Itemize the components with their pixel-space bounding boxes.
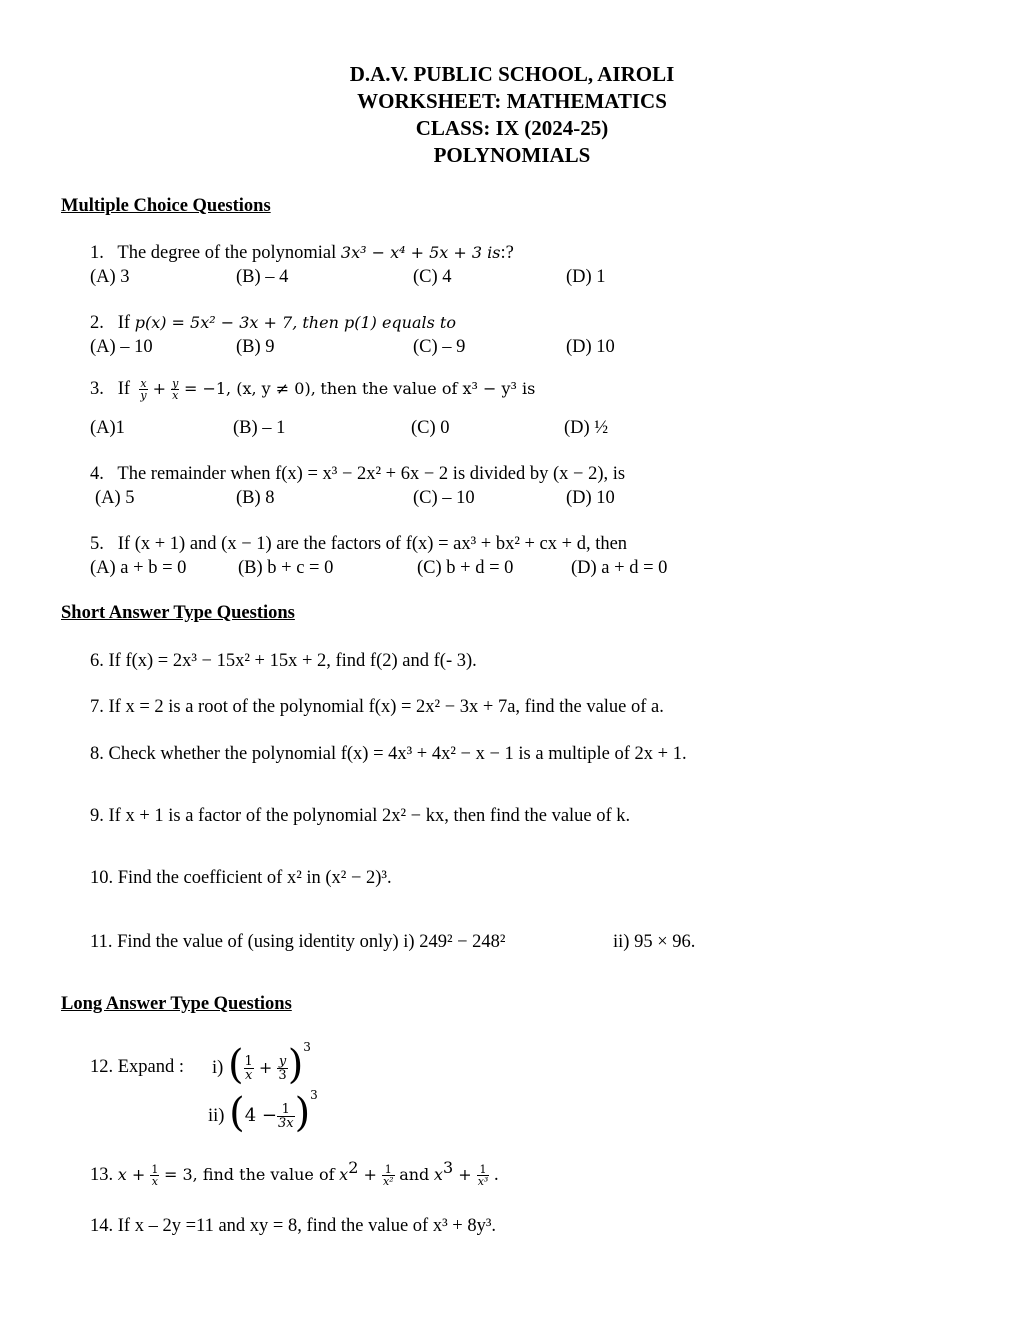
q3-option-b: (B) – 1 — [233, 418, 286, 438]
q13-end: . — [493, 1165, 499, 1186]
worksheet-title: WORKSHEET: MATHEMATICS — [357, 89, 667, 113]
q5-option-b: (B) b + c = 0 — [238, 558, 334, 578]
q5-option-c: (C) b + d = 0 — [417, 558, 514, 578]
question-14: 14. If x – 2y =11 and xy = 8, find the value of x³ + 8y³. — [90, 1216, 496, 1236]
section-short-heading: Short Answer Type Questions — [61, 603, 295, 623]
q1-tail: :? — [500, 243, 514, 263]
q3-text: If — [117, 378, 131, 399]
q1-expression: 3x³ − x⁴ + 5x + 3 is — [340, 243, 501, 262]
question-1 — [90, 243, 514, 264]
q11-part-1: 11. Find the value of (using identity only) i) 249² − 248² — [90, 932, 506, 952]
section-long-heading: Long Answer Type Questions — [61, 994, 292, 1014]
q3-number: 3. — [90, 378, 104, 399]
question-10: 10. Find the coefficient of x² in (x² − 2)³. — [90, 868, 392, 888]
q1-option-d: (D) 1 — [566, 267, 606, 287]
q2-option-b: (B) 9 — [236, 337, 275, 357]
q3-expression: = −1, (x, y ≠ 0), — [183, 378, 316, 398]
q2-option-c: (C) – 9 — [413, 337, 466, 357]
question-4 — [90, 464, 625, 485]
q13-number: 13. — [90, 1165, 114, 1186]
q3-fraction-y-over-x: $\frac{y}{x}$ — [172, 377, 179, 402]
question-3: 3. If $\frac{x}{y}$ + $\frac{y}{x}$ = −1, (x, y ≠ 0), then the value of x³ − y³ is — [90, 377, 536, 402]
q12-ii-four: 4 − — [244, 1105, 277, 1126]
q1-option-a: (A) 3 — [90, 267, 130, 287]
q4-option-d: (D) 10 — [566, 488, 615, 508]
class-label: CLASS: IX (2024-25) — [415, 116, 609, 140]
q4-option-a: (A) 5 — [95, 488, 135, 508]
q1-option-b: (B) – 4 — [236, 267, 289, 287]
q11-part-2: ii) 95 × 96. — [613, 932, 696, 952]
q2-option-a: (A) – 10 — [90, 337, 153, 357]
q5-option-d: (D) a + d = 0 — [571, 558, 668, 578]
q12-label: 12. Expand : — [90, 1057, 185, 1077]
question-11 — [90, 932, 505, 953]
school-name: D.A.V. PUBLIC SCHOOL, AIROLI — [349, 62, 675, 86]
question-7: 7. If x = 2 is a root of the polynomial f(x) = 2x² − 3x + 7a, find the value of a. — [90, 697, 664, 717]
question-5 — [90, 534, 627, 555]
question-8: 8. Check whether the polynomial f(x) = 4x³ + 4x² − x − 1 is a multiple of 2x + 1. — [90, 744, 687, 764]
q1-text: The degree of the polynomial — [117, 243, 337, 263]
q3-option-d: (D) ½ — [564, 418, 609, 438]
q2-expression: p(x) = 5x² − 3x + 7, then p(1) equals to — [134, 313, 456, 332]
topic-title: POLYNOMIALS — [433, 143, 591, 167]
question-9: 9. If x + 1 is a factor of the polynomial 2x² − kx, then find the value of k. — [90, 806, 631, 826]
question-6: 6. If f(x) = 2x³ − 15x² + 15x + 2, find f(2) and f(- 3). — [90, 651, 477, 671]
q5-text: If (x + 1) and (x − 1) are the factors of f(x) = ax³ + bx² + cx + d, then — [117, 534, 628, 554]
q12-ii-label: ii) — [208, 1106, 225, 1126]
q12-part-i: i) ( $\frac{1}{x}$ + $\frac{y}{3}$ )$^3$ — [212, 1040, 311, 1088]
q3-option-a: (A)1 — [90, 418, 125, 438]
q4-option-c: (C) – 10 — [413, 488, 475, 508]
q2-text: If — [117, 313, 131, 333]
question-2 — [90, 313, 456, 334]
q5-number: 5. — [90, 534, 104, 554]
q12-part-ii: ii) (4 − $\frac{1}{3x}$ )$^3$ — [208, 1088, 318, 1136]
q3-fraction-x-over-y: $\frac{x}{y}$ — [140, 377, 147, 402]
q3-tail: then the value of x³ − y³ is — [320, 378, 536, 398]
q4-number: 4. — [90, 464, 104, 484]
section-mcq-heading: Multiple Choice Questions — [61, 196, 271, 216]
q13-middle: = 3, find the value of — [163, 1165, 335, 1185]
q2-option-d: (D) 10 — [566, 337, 615, 357]
q4-option-b: (B) 8 — [236, 488, 275, 508]
q4-text: The remainder when f(x) = x³ − 2x² + 6x − 2 is divided by (x − 2), is — [117, 464, 626, 484]
q1-number: 1. — [90, 243, 104, 263]
question-13: 13. x + $\frac{1}{x}$ = 3, find the value of $x^2$ + $\frac{1}{\text{x²}}$ and $x^3$ + $\frac{1}{\text{x³}}$ . — [90, 1158, 499, 1189]
q2-number: 2. — [90, 313, 104, 333]
q1-option-c: (C) 4 — [413, 267, 452, 287]
q13-and: and — [399, 1165, 430, 1185]
q3-option-c: (C) 0 — [411, 418, 450, 438]
q5-option-a: (A) a + b = 0 — [90, 558, 187, 578]
q12-i-label: i) — [212, 1058, 224, 1078]
